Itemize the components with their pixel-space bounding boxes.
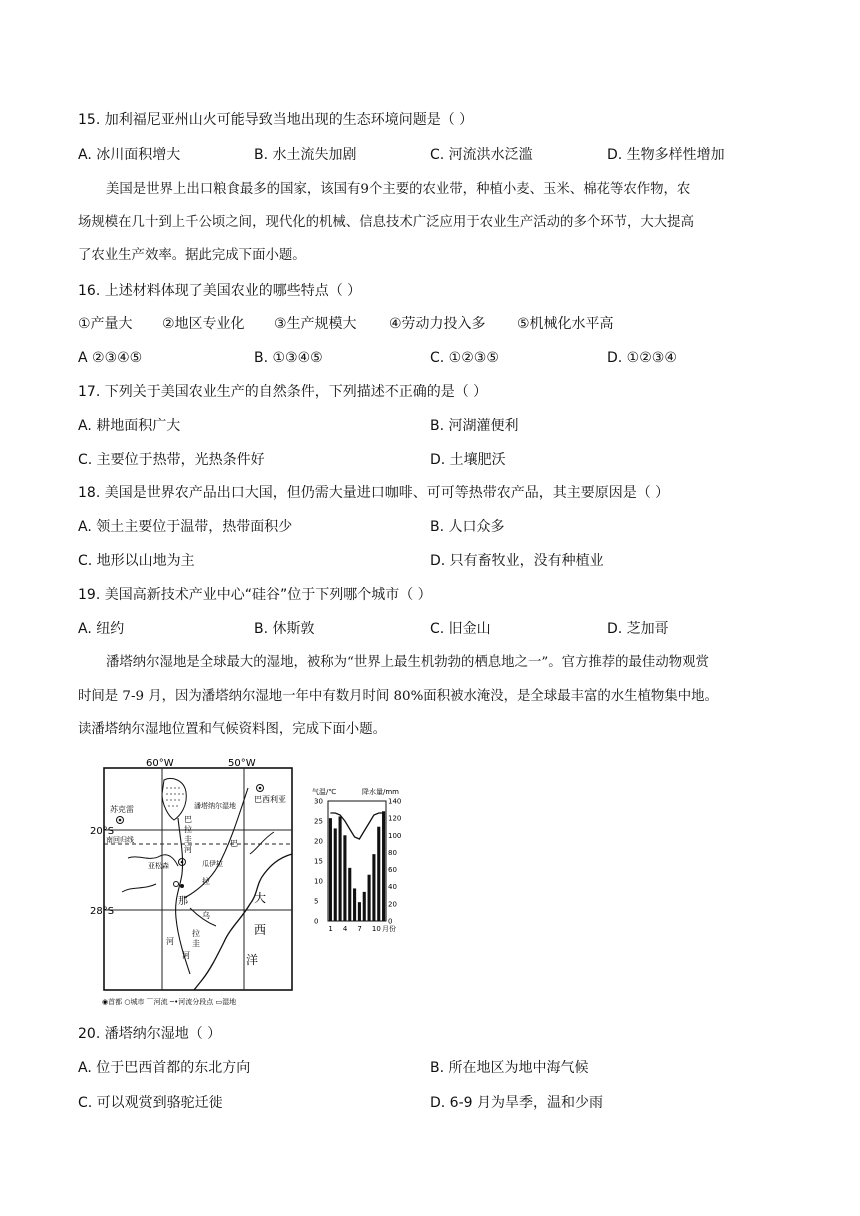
q16-option-a: A ②③④⑤ (78, 350, 143, 366)
q15-stem: 15. 加利福尼亚州山火可能导致当地出现的生态环境问题是（ ） (78, 112, 474, 128)
map-place-label: 苏克雷 (110, 805, 134, 814)
y-right-tick-label: 40 (388, 883, 397, 892)
map-legend: ◉首都 ○城市 ⌒河流 ─•河流分段点 ▭湿地 (102, 998, 237, 1006)
map-place-label: 巴西利亚 (254, 795, 286, 804)
precipitation-bar (363, 892, 366, 921)
passage1-line-1: 美国是世界上出口粮食最多的国家，该国有9个主要的农业带，种植小麦、玉米、棉花等农作物，农 (106, 182, 691, 197)
x-tick-label: 7 (357, 925, 362, 933)
x-tick-label: 1 (328, 925, 333, 933)
q16-feature-3: ③生产规模大 (274, 316, 357, 332)
map-river-char: 巴 (230, 839, 238, 848)
map-ocean-label: 洋 (246, 953, 259, 967)
y-left-tick-label: 30 (314, 797, 323, 806)
y-right-tick-label: 80 (388, 848, 397, 857)
q17-option-d: D. 土壤肥沃 (430, 452, 506, 468)
map-lat-label: 20°S (90, 826, 115, 837)
q19-stem: 19. 美国高新技术产业中心“硅谷”位于下列哪个城市（ ） (78, 587, 432, 603)
precipitation-bar (329, 818, 332, 921)
map-place-label: 瓜伊拉 (202, 860, 223, 868)
q20-option-a: A. 位于巴西首都的东北方向 (78, 1060, 251, 1076)
map-river-char: 拉 (184, 825, 192, 834)
map-place-label: 亚松森 (148, 862, 169, 870)
map-lat-label: 28°S (90, 906, 115, 917)
q16-feature-2: ②地区专业化 (162, 316, 245, 332)
y-right-tick-label: 20 (388, 900, 397, 909)
y-right-tick-label: 100 (388, 831, 402, 840)
map-ocean-label: 西 (254, 923, 267, 937)
map-river-char: 那 (178, 896, 188, 907)
map-lon-label: 50°W (228, 758, 256, 769)
q15-option-d: D. 生物多样性增加 (607, 147, 725, 163)
map-river-char: 圭 (192, 939, 200, 948)
map-river-char: 乌 (202, 911, 210, 920)
precipitation-bar (339, 816, 342, 921)
q16-stem: 16. 上述材料体现了美国农业的哪些特点（ ） (78, 283, 362, 299)
map-river-char: 圭 (184, 835, 192, 844)
passage2-line-2: 时间是 7-9 月，因为潘塔纳尔湿地一年中有数月时间 80%面积被水淹没，是全球最丰富的水生植物集中地。 (78, 689, 718, 704)
q19-option-c: C. 旧金山 (430, 621, 491, 637)
q16-option-c: C. ①②③⑤ (430, 350, 499, 366)
passage2-line-3: 读潘塔纳尔湿地位置和气候资料图，完成下面小题。 (78, 722, 386, 737)
y-left-tick-label: 20 (314, 837, 323, 846)
y-left-tick-label: 15 (314, 857, 323, 866)
q16-option-d: D. ①②③④ (607, 350, 677, 366)
map-river-char: 拉 (202, 877, 210, 886)
q18-option-a: A. 领土主要位于温带，热带面积少 (78, 519, 293, 535)
map-lon-label: 60°W (146, 758, 174, 769)
q18-option-d: D. 只有畜牧业，没有种植业 (430, 553, 604, 569)
passage2-line-1: 潘塔纳尔湿地是全球最大的湿地，被称为“世界上最生机勃勃的栖息地之一”。官方推荐的最佳动物观赏 (106, 655, 709, 670)
q20-option-b: B. 所在地区为地中海气候 (430, 1060, 589, 1076)
passage1-line-2: 场规模在几十到上千公顷之间，现代化的机械、信息技术广泛应用于农业生产活动的多个环节，大大提高 (78, 215, 694, 230)
chart-y-left-label: 气温/℃ (312, 788, 337, 796)
passage1-line-3: 了农业生产效率。据此完成下面小题。 (78, 248, 306, 263)
q16-feature-1: ①产量大 (78, 316, 133, 332)
y-left-tick-label: 0 (314, 917, 319, 926)
map-river-char: 河 (182, 951, 190, 960)
precipitation-bar (382, 811, 385, 921)
q15-option-b: B. 水土流失加剧 (254, 147, 357, 163)
x-tick-label: 4 (342, 925, 348, 933)
map-place-label: 潘塔纳尔湿地 (194, 802, 236, 810)
x-tick-label: 10 (371, 925, 381, 933)
q17-option-b: B. 河湖灌便利 (430, 418, 519, 434)
temperature-line (330, 813, 383, 839)
q15-option-a: A. 冰川面积增大 (78, 147, 181, 163)
precipitation-bar (353, 888, 356, 921)
q20-option-d: D. 6-9 月为旱季，温和少雨 (430, 1095, 603, 1111)
map-river-char: 河 (184, 845, 192, 854)
q18-option-b: B. 人口众多 (430, 519, 505, 535)
q17-option-c: C. 主要位于热带，光热条件好 (78, 452, 265, 468)
map-river-char: 拉 (192, 929, 200, 938)
precipitation-bar (368, 875, 371, 921)
q19-option-d: D. 芝加哥 (607, 621, 669, 637)
precipitation-bar (358, 902, 361, 921)
q15-option-c: C. 河流洪水泛滥 (430, 147, 533, 163)
q19-option-a: A. 纽约 (78, 621, 125, 637)
pantanal-location-map (90, 758, 298, 1010)
q16-feature-4: ④劳动力投入多 (389, 316, 486, 332)
precipitation-bar (334, 828, 337, 921)
y-right-tick-label: 60 (388, 866, 397, 875)
precipitation-bar (377, 827, 380, 921)
q17-option-a: A. 耕地面积广大 (78, 418, 181, 434)
x-axis-unit: 月份 (382, 925, 396, 933)
y-right-tick-label: 0 (388, 917, 393, 926)
q20-stem: 20. 潘塔纳尔湿地（ ） (78, 1026, 222, 1042)
q18-stem: 18. 美国是世界农产品出口大国，但仍需大量进口咖啡、可可等热带农产品，其主要原因是（ ） (78, 485, 670, 501)
map-river-char: 河 (166, 937, 174, 946)
climate-chart (312, 784, 404, 944)
y-left-tick-label: 10 (314, 877, 323, 886)
q16-option-b: B. ①③④⑤ (254, 350, 323, 366)
y-right-tick-label: 120 (388, 814, 402, 823)
q19-option-b: B. 休斯敦 (254, 621, 315, 637)
precipitation-bar (343, 835, 346, 921)
q16-feature-5: ⑤机械化水平高 (517, 316, 614, 332)
map-ocean-label: 大 (254, 891, 267, 905)
chart-y-right-label: 降水量/mm (362, 788, 399, 796)
q18-option-c: C. 地形以山地为主 (78, 553, 195, 569)
precipitation-bar (348, 868, 351, 921)
precipitation-bar (372, 854, 375, 921)
y-left-tick-label: 5 (314, 897, 319, 906)
q20-option-c: C. 可以观赏到骆驼迁徙 (78, 1095, 223, 1111)
y-left-tick-label: 25 (314, 817, 323, 826)
y-right-tick-label: 140 (388, 797, 402, 806)
q17-stem: 17. 下列关于美国农业生产的自然条件，下列描述不正确的是（ ） (78, 384, 488, 400)
map-place-label: 南回归线 (106, 836, 134, 844)
map-river-char: 巴 (184, 815, 192, 824)
